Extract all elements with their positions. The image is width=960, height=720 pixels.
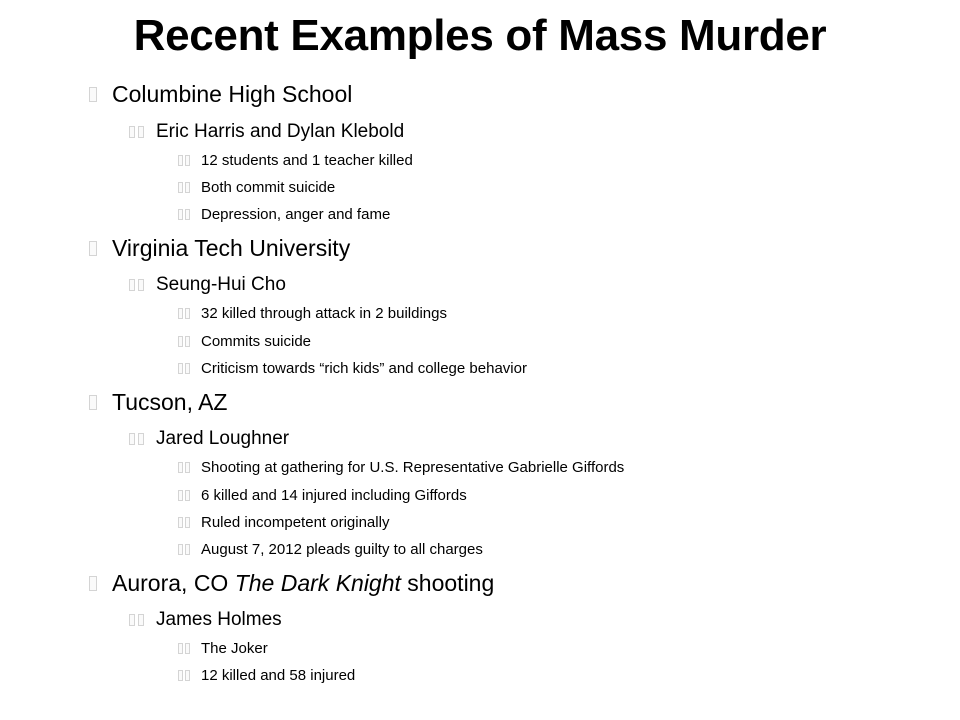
bullet-marker-icon [89, 395, 97, 410]
bullet-marker-icon [129, 614, 135, 626]
bullet-text-segment: Jared Loughner [156, 428, 290, 449]
bullet-text-segment: shooting [400, 569, 495, 596]
bullet-text [156, 428, 289, 450]
bullet-text [156, 609, 282, 631]
bullet-text [201, 514, 389, 531]
bullet-text-segment: Eric Harris and Dylan Klebold [156, 121, 405, 142]
bullet-text [201, 640, 268, 657]
bullet-marker-icon [138, 614, 144, 626]
bullet-item-level-3 [178, 172, 335, 202]
bullet-item-level-2 [129, 424, 289, 454]
bullet-text-segment: Criticism towards “rich kids” and college behavior [201, 359, 527, 377]
bullet-marker-icon [178, 209, 183, 220]
bullet-marker-icon [178, 155, 183, 166]
bullet-item-level-1 [89, 568, 494, 598]
bullet-text [201, 487, 467, 504]
bullet-text-segment: Virginia Tech University [112, 234, 351, 261]
bullet-marker-icon [178, 544, 183, 555]
bullet-marker-icon [185, 643, 190, 654]
bullet-marker-icon [89, 576, 97, 591]
bullet-text-segment: August 7, 2012 pleads guilty to all charges [201, 540, 483, 558]
bullet-marker-icon [178, 182, 183, 193]
bullet-item-level-3 [178, 534, 483, 564]
bullet-item-level-3 [178, 353, 527, 383]
bullet-marker-icon [178, 308, 183, 319]
bullet-item-level-3 [178, 298, 447, 328]
bullet-text-segment: Shooting at gathering for U.S. Representative Gabrielle Giffords [201, 458, 625, 476]
bullet-text [201, 459, 624, 476]
bullet-text [201, 305, 447, 322]
bullet-marker-icon [185, 544, 190, 555]
bullet-text [201, 541, 483, 558]
bullet-item-level-1 [89, 387, 227, 417]
bullet-text-segment: Aurora, CO [112, 569, 235, 596]
bullet-marker-icon [185, 670, 190, 681]
bullet-marker-icon [138, 126, 144, 138]
bullet-text-segment: 12 students and 1 teacher killed [201, 151, 413, 169]
bullet-text-segment: Columbine High School [112, 80, 353, 107]
bullet-text [112, 570, 494, 597]
bullet-text [201, 333, 311, 350]
bullet-item-level-3 [178, 633, 268, 663]
bullet-text [112, 81, 352, 108]
bullet-marker-icon [185, 490, 190, 501]
bullet-marker-icon [185, 155, 190, 166]
bullet-text-segment: Depression, anger and fame [201, 205, 391, 223]
bullet-text [201, 179, 335, 196]
bullet-item-level-3 [178, 480, 467, 510]
bullet-text [112, 235, 350, 262]
bullet-item-level-2 [129, 605, 282, 635]
bullet-text [201, 152, 413, 169]
bullet-item-level-2 [129, 270, 286, 300]
bullet-marker-icon [89, 241, 97, 256]
bullet-marker-icon [129, 126, 135, 138]
bullet-marker-icon [185, 462, 190, 473]
bullet-marker-icon [129, 279, 135, 291]
bullet-text-segment: Ruled incompetent originally [201, 513, 390, 531]
bullet-marker-icon [178, 363, 183, 374]
bullet-item-level-3 [178, 507, 389, 537]
bullet-marker-icon [185, 182, 190, 193]
bullet-item-level-3 [178, 452, 624, 482]
bullet-text-segment: Commits suicide [201, 332, 312, 350]
bullet-item-level-1 [89, 233, 350, 263]
bullet-item-level-3 [178, 660, 355, 690]
bullet-item-level-3 [178, 145, 413, 175]
bullet-text-segment: The Joker [201, 639, 268, 657]
bullet-text-segment: Both commit suicide [201, 178, 336, 196]
bullet-marker-icon [185, 209, 190, 220]
bullet-text [112, 389, 227, 416]
bullet-marker-icon [178, 336, 183, 347]
bullet-marker-icon [138, 279, 144, 291]
bullet-marker-icon [138, 433, 144, 445]
bullet-item-level-2 [129, 117, 404, 147]
bullet-marker-icon [178, 490, 183, 501]
bullet-text [201, 206, 390, 223]
bullet-text [201, 360, 527, 377]
bullet-marker-icon [89, 87, 97, 102]
bullet-text-segment: James Holmes [156, 609, 282, 630]
bullet-marker-icon [178, 462, 183, 473]
slide-title: Recent Examples of Mass Murder [133, 11, 827, 60]
bullet-text-segment: 12 killed and 58 injured [201, 666, 356, 684]
bullet-marker-icon [185, 336, 190, 347]
bullet-marker-icon [178, 643, 183, 654]
bullet-marker-icon [185, 517, 190, 528]
bullet-text-segment: 6 killed and 14 injured including Giffords [201, 486, 467, 504]
bullet-item-level-3 [178, 326, 311, 356]
bullet-item-level-3 [178, 199, 390, 229]
bullet-text-segment: Seung-Hui Cho [156, 274, 286, 295]
bullet-text-segment: Tucson, AZ [112, 388, 228, 415]
bullet-text [201, 667, 355, 684]
bullet-marker-icon [178, 517, 183, 528]
bullet-marker-icon [178, 670, 183, 681]
bullet-text-segment: 32 killed through attack in 2 buildings [201, 304, 447, 322]
bullet-marker-icon [185, 363, 190, 374]
bullet-text [156, 274, 286, 296]
bullet-text [156, 121, 404, 143]
bullet-text-italic-segment: The Dark Knight [234, 569, 401, 596]
bullet-marker-icon [129, 433, 135, 445]
bullet-item-level-1 [89, 79, 352, 109]
bullet-marker-icon [185, 308, 190, 319]
